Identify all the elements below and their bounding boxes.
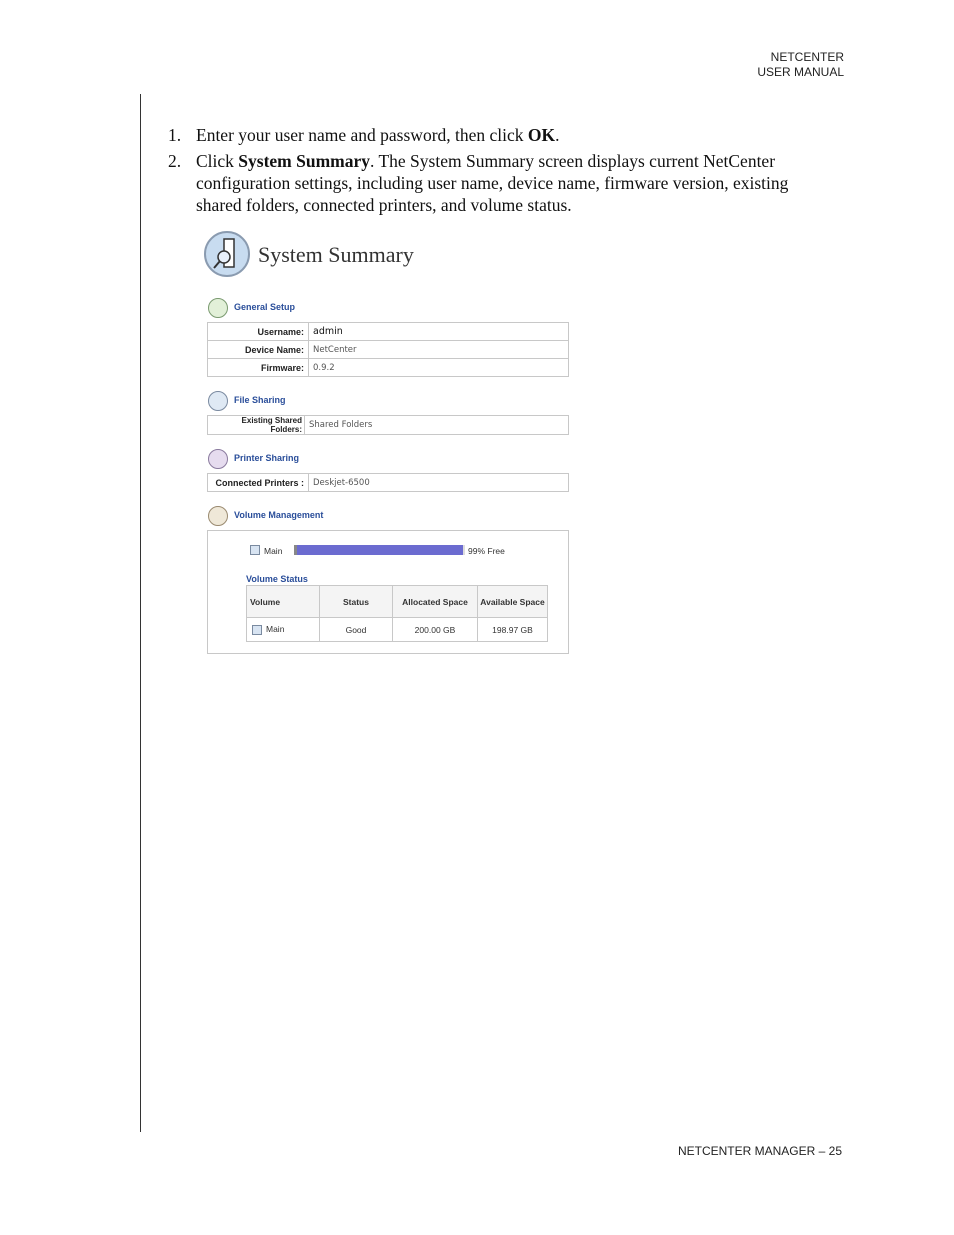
printer-icon xyxy=(208,449,228,469)
connected-printers-key: Connected Printers : xyxy=(208,474,309,492)
general-setup-table xyxy=(207,322,569,377)
section-label: Volume Management xyxy=(234,510,324,520)
main-legend-label: Main xyxy=(264,546,283,556)
device-name-key: Device Name: xyxy=(208,341,309,359)
volume-usage-bar xyxy=(294,545,465,555)
col-status: Status xyxy=(320,586,393,618)
cell-status: Good xyxy=(320,618,393,642)
cell-allocated: 200.00 GB xyxy=(393,618,478,642)
checklist-icon xyxy=(208,298,228,318)
general-setup-header xyxy=(203,298,573,318)
header-line-2: USER MANUAL xyxy=(757,65,844,79)
table-header-row xyxy=(247,586,548,618)
free-text: 99% Free xyxy=(468,546,505,556)
section-label: Printer Sharing xyxy=(234,453,300,463)
cell-volume xyxy=(247,618,320,642)
shared-folders-key: Existing Shared Folders: xyxy=(208,416,305,435)
header-line-1: NETCENTER xyxy=(770,50,844,64)
step-number: 1. xyxy=(168,125,182,145)
step-number: 2. xyxy=(168,151,182,171)
running-header xyxy=(757,50,844,80)
volume-swatch xyxy=(252,625,262,635)
summary-title: System Summary xyxy=(258,242,414,267)
printer-sharing-table xyxy=(207,473,569,492)
section-label: General Setup xyxy=(234,302,296,312)
printer-sharing-header xyxy=(203,449,573,469)
firmware-key: Firmware: xyxy=(208,359,309,377)
table-row xyxy=(247,618,548,642)
table-row xyxy=(208,341,569,359)
shared-folders-value: Shared Folders xyxy=(305,416,569,435)
magnifier-icon xyxy=(204,231,250,277)
username-value: admin xyxy=(309,323,569,341)
device-name-value: NetCenter xyxy=(309,341,569,359)
volume-panel xyxy=(207,530,569,654)
username-key: Username: xyxy=(208,323,309,341)
margin-rule xyxy=(140,94,141,1132)
col-allocated: Allocated Space xyxy=(393,586,478,618)
step-2 xyxy=(168,150,828,216)
step-text-end: . xyxy=(555,125,560,145)
disk-icon xyxy=(208,506,228,526)
file-sharing-header xyxy=(203,391,573,411)
instruction-list xyxy=(168,124,828,220)
step-1 xyxy=(168,124,828,146)
table-row xyxy=(208,359,569,377)
col-available: Available Space xyxy=(478,586,548,618)
step-bold: System Summary xyxy=(238,151,371,171)
connected-printers-value: Deskjet-6500 xyxy=(309,474,569,492)
step-text: Enter your user name and password, then click xyxy=(196,125,528,145)
main-legend-swatch xyxy=(250,545,260,555)
step-text: Click xyxy=(196,151,239,171)
step-text-end: . The System Summary screen displays current NetCenter configuration settings, including user name, device name, firmware version, existing shared folders, connected printers, and volume status. xyxy=(196,151,789,215)
table-row xyxy=(208,323,569,341)
system-summary-screenshot xyxy=(203,230,573,654)
page-footer: NETCENTER MANAGER – 25 xyxy=(677,1144,842,1158)
firmware-value: 0.9.2 xyxy=(309,359,569,377)
volume-name: Main xyxy=(266,624,285,635)
col-volume: Volume xyxy=(247,586,320,618)
section-label: File Sharing xyxy=(234,395,286,405)
cell-available: 198.97 GB xyxy=(478,618,548,642)
volume-free-fill xyxy=(297,545,463,555)
table-row xyxy=(208,474,569,492)
file-sharing-table xyxy=(207,415,569,435)
summary-title-bar xyxy=(203,230,573,282)
table-row xyxy=(208,416,569,435)
step-bold: OK xyxy=(527,125,556,145)
volume-management-header xyxy=(203,506,573,526)
volume-status-table xyxy=(246,585,548,642)
volume-status-label: Volume Status xyxy=(246,574,308,584)
folder-share-icon xyxy=(208,391,228,411)
